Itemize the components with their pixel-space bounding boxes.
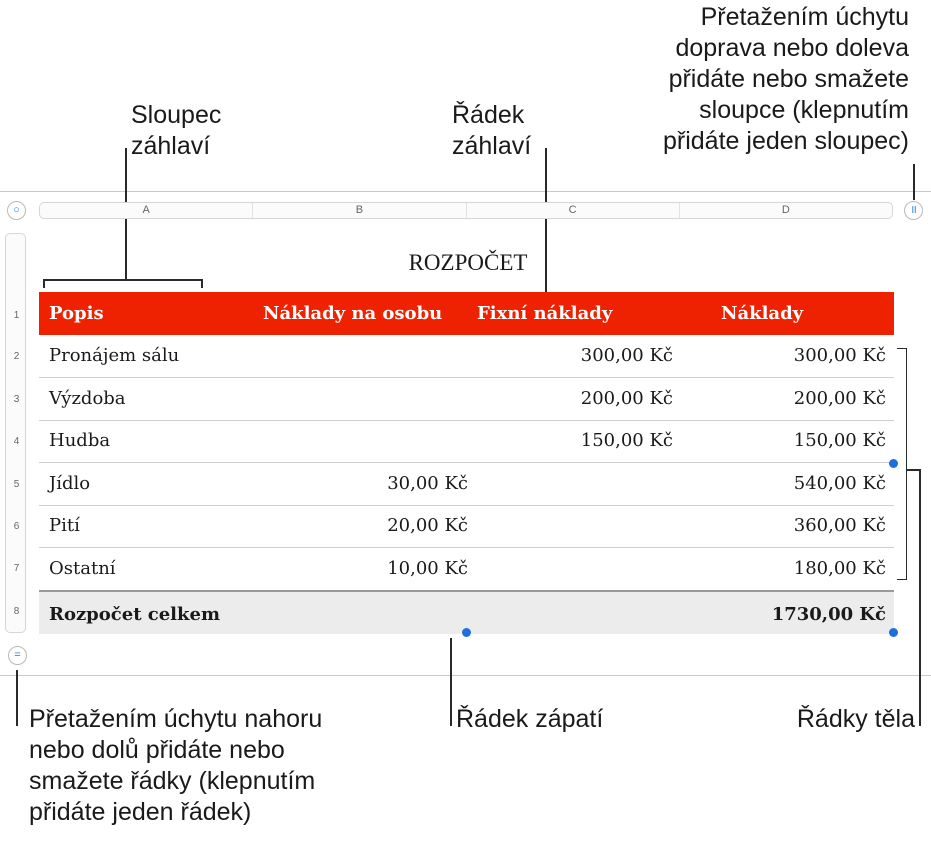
table-cell[interactable]: 540,00 Kč: [793, 473, 886, 494]
leader-header-column-bracket: [43, 279, 203, 281]
callout-footer-row: [456, 704, 603, 735]
leader-body-rows: [919, 469, 921, 726]
callout-body-rows: [797, 704, 915, 735]
callout-line: Přetažením úchytu nahoru: [29, 705, 323, 733]
callout-header-column: [131, 100, 221, 162]
header-cell[interactable]: Náklady na osobu: [263, 303, 443, 324]
leader-row-handle: [16, 670, 18, 726]
table-cell[interactable]: 300,00 Kč: [793, 345, 886, 366]
table-cell[interactable]: 10,00 Kč: [387, 558, 468, 579]
column-letter[interactable]: A: [40, 203, 253, 218]
callout-row-handle: [29, 704, 322, 828]
callout-line: přidáte jeden sloupec): [663, 127, 909, 155]
callout-column-handle: [663, 2, 909, 157]
resize-dot[interactable]: [889, 628, 898, 637]
row-number[interactable]: 4: [13, 436, 20, 447]
callout-line: záhlaví: [131, 132, 211, 160]
callout-line: nebo dolů přidáte nebo: [29, 736, 285, 764]
callout-line: smažete řádky (klepnutím: [29, 767, 316, 795]
column-letter[interactable]: B: [253, 203, 466, 218]
footer-cell[interactable]: Rozpočet celkem: [49, 604, 220, 625]
table-row[interactable]: [39, 335, 894, 378]
table-cell[interactable]: 30,00 Kč: [387, 473, 468, 494]
footer-cell[interactable]: 1730,00 Kč: [771, 604, 886, 625]
callout-line: přidáte jeden řádek): [29, 798, 252, 826]
leader-footer-row: [450, 638, 452, 726]
header-cell[interactable]: Fixní náklady: [477, 303, 613, 324]
callout-line: Řádky těla: [796, 705, 915, 733]
add-row-handle[interactable]: =: [8, 646, 27, 665]
row-header-bar[interactable]: [5, 233, 26, 633]
table-cell[interactable]: Hudba: [49, 430, 111, 451]
row-number[interactable]: 5: [13, 479, 20, 490]
column-letter[interactable]: D: [781, 204, 790, 216]
callout-line: doprava nebo doleva: [675, 34, 909, 62]
table-row[interactable]: [39, 463, 894, 506]
body-rows-bracket: [897, 348, 907, 580]
table-cell[interactable]: 360,00 Kč: [793, 515, 886, 536]
row-number[interactable]: 8: [13, 606, 20, 617]
table-row[interactable]: [39, 420, 894, 463]
header-cell[interactable]: Náklady: [721, 303, 804, 324]
table-cell[interactable]: Pronájem sálu: [49, 345, 180, 366]
table-row[interactable]: [39, 505, 894, 548]
row-number[interactable]: 1: [13, 310, 20, 321]
select-table-handle[interactable]: ○: [7, 201, 26, 220]
leader-column-handle: [913, 164, 915, 200]
table-title[interactable]: ROZPOČET: [408, 250, 528, 275]
callout-line: záhlaví: [452, 132, 532, 160]
callout-line: Řádek zápatí: [456, 705, 604, 733]
callout-line: sloupce (klepnutím: [699, 96, 909, 124]
leader-header-column-tick-right: [201, 279, 203, 288]
add-column-handle[interactable]: ॥: [904, 201, 923, 220]
table-cell[interactable]: 150,00 Kč: [793, 430, 886, 451]
table-cell[interactable]: 200,00 Kč: [793, 388, 886, 409]
resize-dot[interactable]: [462, 628, 471, 637]
row-number[interactable]: 2: [13, 351, 20, 362]
resize-dot[interactable]: [889, 459, 898, 468]
table-cell[interactable]: Jídlo: [49, 473, 91, 494]
row-number[interactable]: 6: [13, 521, 20, 532]
table-cell[interactable]: 300,00 Kč: [580, 345, 673, 366]
callout-line: přidáte nebo smažete: [668, 65, 909, 93]
column-letter[interactable]: C: [467, 203, 680, 218]
callout-line: Sloupec: [131, 101, 222, 129]
table-cell[interactable]: 150,00 Kč: [580, 430, 673, 451]
column-header-bar[interactable]: [39, 202, 893, 219]
callout-line: Přetažením úchytu: [700, 3, 909, 31]
callout-line: Řádek: [452, 101, 525, 129]
header-cell[interactable]: Popis: [49, 303, 104, 324]
table-row[interactable]: [39, 378, 894, 421]
row-number[interactable]: 7: [13, 563, 20, 574]
table-row[interactable]: [39, 548, 894, 590]
table-cell[interactable]: Výzdoba: [49, 388, 126, 409]
table-cell[interactable]: 200,00 Kč: [580, 388, 673, 409]
leader-body-rows-join: [906, 469, 921, 471]
row-number[interactable]: 3: [13, 394, 20, 405]
callout-header-row: [452, 100, 531, 162]
header-row[interactable]: [39, 292, 894, 335]
table-cell[interactable]: 20,00 Kč: [387, 515, 468, 536]
table-cell[interactable]: Pití: [49, 515, 80, 536]
table-cell[interactable]: 180,00 Kč: [793, 558, 886, 579]
table-cell[interactable]: Ostatní: [49, 558, 116, 579]
leader-header-column-tick-left: [43, 279, 45, 288]
